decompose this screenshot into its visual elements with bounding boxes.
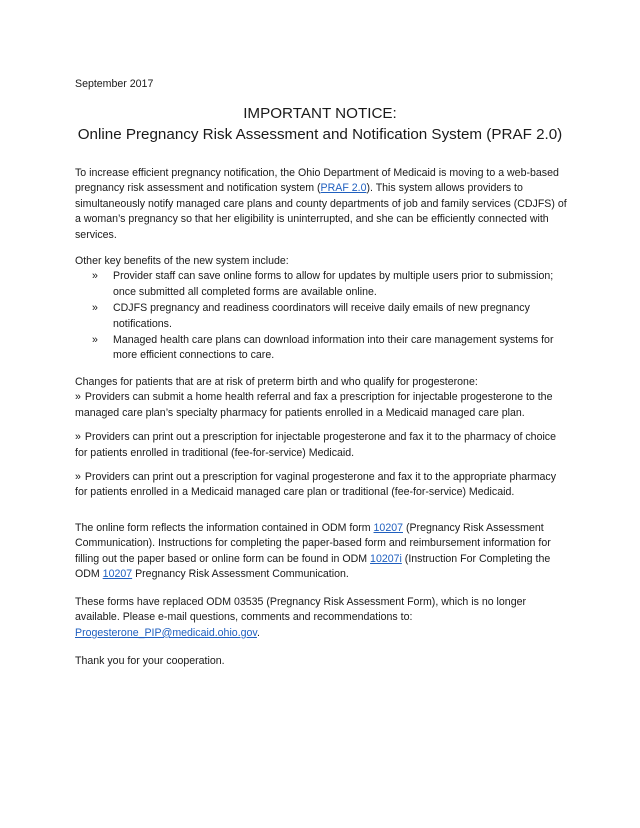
- closing-line: Thank you for your cooperation.: [75, 655, 225, 667]
- notice-title: [75, 103, 565, 145]
- replaced-text: These forms have replaced ODM 03535 (Pregnancy Risk Assessment Form), which is no longer available. Please e-mail questions, comments and recommendations to:: [75, 596, 527, 624]
- form-10207i-link[interactable]: 10207i: [370, 552, 402, 565]
- list-item-text: Provider staff can save online forms to allow for updates by multiple users prior to submission; once submitted all completed forms are available online.: [113, 270, 554, 298]
- list-item: [75, 333, 567, 364]
- list-item: [75, 470, 567, 501]
- list-item-text: CDJFS pregnancy and readiness coordinators will receive daily emails of new pregnancy notifications.: [113, 302, 530, 330]
- form-10207-link[interactable]: 10207: [373, 522, 403, 534]
- bullet-marker: »: [92, 302, 98, 315]
- replaced-paragraph: [75, 595, 567, 641]
- online-form-text: Pregnancy Risk Assessment Communication.: [132, 568, 349, 581]
- form-10207-link-2[interactable]: 10207: [102, 568, 133, 581]
- notice-title-line1: IMPORTANT NOTICE:: [243, 105, 397, 122]
- benefits-list: [75, 269, 567, 363]
- online-form-text: The online form reflects the information contained in ODM form: [75, 522, 374, 534]
- email-link[interactable]: Progesterone_PIP@medicaid.ohio.gov: [75, 626, 257, 639]
- notice-title-line2: Online Pregnancy Risk Assessment and Notification System (PRAF 2.0): [77, 126, 563, 143]
- list-item-text: Managed health care plans can download information into their care management systems for more efficient connections to care.: [113, 334, 554, 362]
- list-item: [75, 301, 567, 332]
- list-item: [75, 430, 567, 461]
- praf-link[interactable]: PRAF 2.0: [320, 182, 367, 195]
- online-form-text: (Instruction For Completing the ODM: [75, 552, 551, 581]
- bullet-marker: »: [75, 391, 81, 404]
- changes-heading: Changes for patients that are at risk of preterm birth and who qualify for progesterone:: [75, 376, 478, 388]
- bullet-marker: »: [75, 431, 81, 444]
- replaced-period: .: [256, 626, 260, 639]
- benefits-heading: Other key benefits of the new system include:: [75, 255, 289, 267]
- bullet-marker: »: [75, 471, 81, 484]
- list-item-text: Providers can print out a prescription for injectable progesterone and fax it to the pharmacy of choice for patients enrolled in traditional (fee-for-service) Medicaid.: [75, 431, 556, 459]
- intro-paragraph: [75, 166, 567, 243]
- online-form-paragraph: [75, 521, 567, 583]
- bullet-marker: »: [92, 334, 98, 347]
- intro-text-after: ). This system allows providers to simultaneously notify managed care plans and county departments of job and family services (CDJFS) of a woman’s pregnancy so that her eligibility is uninterrupted, and she can be efficiently connected with services.: [75, 182, 567, 241]
- list-item-text: Providers can print out a prescription for vaginal progesterone and fax it to the appropriate pharmacy for patients enrolled in a Medicaid managed care plan or traditional (fee-for-service) Medicaid.: [75, 471, 557, 499]
- list-item: [75, 269, 567, 300]
- benefits-section: [75, 254, 567, 365]
- online-form-text: (Pregnancy Risk Assessment Communication). Instructions for completing the paper-based form and reimbursement information for filling out the paper based or online form can be found in ODM: [75, 522, 551, 565]
- bullet-marker: »: [92, 270, 98, 283]
- document-date: September 2017: [75, 78, 154, 90]
- list-item: [75, 390, 567, 421]
- list-item-text: Providers can submit a home health referral and fax a prescription for injectable progesterone to the managed care plan’s specialty pharmacy for patients enrolled in a Medicaid managed care plan.: [75, 391, 553, 419]
- intro-text-before: To increase efficient pregnancy notification, the Ohio Department of Medicaid is moving to a web-based pregnancy risk assessment and notification system (: [75, 167, 559, 195]
- changes-section: [75, 375, 567, 501]
